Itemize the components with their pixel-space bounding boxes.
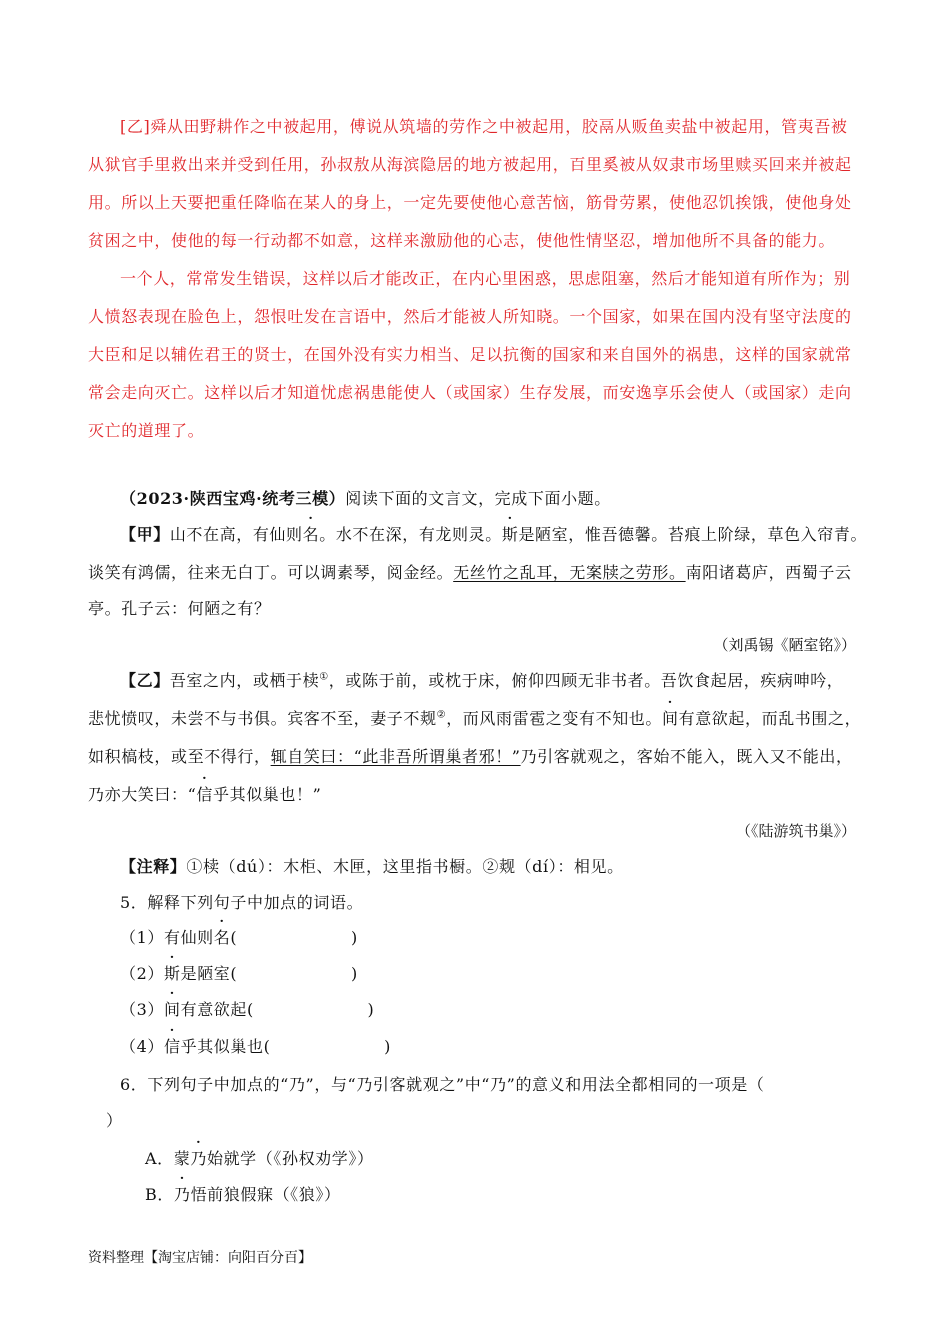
q6-option-b[interactable] <box>145 1184 341 1206</box>
dotted-word: 间 <box>662 709 679 728</box>
dotted-word: 信 <box>196 785 213 804</box>
text: 乃引客就观之，客始不能入，既入又不能出， <box>520 747 853 766</box>
item-number: （2） <box>120 964 164 983</box>
yi-source: （《陆游筑书巢》） <box>735 822 856 840</box>
text: ，而风雨雷雹之变有不知也。 <box>446 709 662 728</box>
underlined-sentence: 无丝竹之乱耳，无案牍之劳形。 <box>453 563 686 582</box>
dotted-word: 名 <box>302 525 320 544</box>
intro-text: 阅读下面的文言文，完成下面小题。 <box>345 489 611 508</box>
text: 吾室之内，或栖于椟 <box>169 671 320 690</box>
item-number: （1） <box>120 928 164 947</box>
translation-line: 一个人，常常发生错误，这样以后才能改正，在内心里困惑，思虑阻塞，然后才能知道有所作为；别 <box>120 269 851 288</box>
dotted-word: 斯 <box>163 964 181 983</box>
text: 乃亦大笑曰：“ <box>88 785 197 804</box>
question-header <box>120 488 611 510</box>
text: 始就学（《孙权劝学》） <box>206 1149 374 1168</box>
q6-option-a[interactable] <box>145 1148 374 1170</box>
dotted-word: 乃 <box>190 1149 207 1168</box>
translation-line: 贫困之中，使他的每一行动都不如意，这样来激励他的心志，使他性情坚忍，增加他所不具备的能力。 <box>88 231 836 250</box>
footnote-mark: ② <box>436 709 447 721</box>
q5-stem: 5．解释下列句子中加点的词语。 <box>120 893 364 912</box>
yi-line-4 <box>88 784 321 806</box>
q6-stem-end: ） <box>106 1111 123 1130</box>
option-label: B． <box>145 1185 174 1204</box>
text: 乎其似巢也！” <box>213 785 322 804</box>
answer-blank[interactable]: ( ) <box>263 1037 392 1056</box>
yi-line-3 <box>88 746 853 768</box>
q5-item <box>120 927 358 949</box>
translation-line: 用。所以上天要把重任降临在某人的身上，一定先要使他心意苦恼，筋骨劳累，使他忍饥挨饿，使他身处 <box>88 193 852 212</box>
dotted-word: 信 <box>163 1037 181 1056</box>
text: ，或陈于前，或枕于床，俯仰四顾无非书者。吾饮食起居，疾病呻吟， <box>328 671 844 690</box>
underlined-sentence: 辄自笑曰：“此非吾所谓巢者邪！” <box>270 747 521 766</box>
dotted-word: 斯 <box>501 525 519 544</box>
jia-line-2 <box>88 562 852 584</box>
translation-line: 从狱官手里救出来并受到任用，孙叔敖从海滨隐居的地方被起用，百里奚被从奴隶市场里赎买回来并被起 <box>88 155 852 174</box>
q5-item <box>120 1036 391 1058</box>
jia-tag: 【甲】 <box>120 525 170 544</box>
text: 悲忧愤叹，未尝不与书俱。宾客不至，妻子不觌 <box>88 709 437 728</box>
dotted-word: 名 <box>213 928 231 947</box>
notes <box>120 856 624 878</box>
notes-text: ①椟（dú）：木柜、木匣，这里指书橱。②觌（dí）：相见。 <box>186 857 624 876</box>
option-label: A． <box>145 1149 174 1168</box>
text: 如积槁枝，或至不得行， <box>88 747 271 766</box>
text: 南阳诸葛庐，西蜀子云 <box>685 563 852 582</box>
jia-line-1 <box>120 524 867 546</box>
footer-text: 资料整理【淘宝店铺：向阳百分百】 <box>88 1250 312 1266</box>
text: 是陋室 <box>180 964 231 983</box>
item-number: （3） <box>120 1000 164 1019</box>
jia-line-3: 亭。孔子云：何陋之有？ <box>88 599 271 618</box>
translation-line: 人愤怒表现在脸色上，怨恨吐发在言语中，然后才能被人所知晓。一个国家，如果在国内没有坚守法度的 <box>88 307 852 326</box>
jia-source: （刘禹锡《陋室铭》） <box>713 636 856 654</box>
text: 悟前狼假寐（《狼》） <box>190 1185 341 1204</box>
translation-line: 灭亡的道理了。 <box>88 421 205 440</box>
translation-line: 常会走向灭亡。这样以后才知道忧虑祸患能使人（或国家）生存发展，而安逸享乐会使人（或国家）走向 <box>88 383 852 402</box>
text: 是陋室，惟吾德馨。苔痕上阶绿，草色入帘青。 <box>518 525 868 544</box>
q6-stem: 6．下列句子中加点的“乃”，与“乃引客就观之”中“乃”的意义和用法全都相同的一项是（ <box>120 1075 765 1094</box>
text: 。水不在深，有龙则灵。 <box>319 525 502 544</box>
item-number: （4） <box>120 1037 164 1056</box>
answer-blank[interactable]: ( ) <box>230 928 358 947</box>
text: 有意欲起 <box>180 1000 247 1019</box>
answer-blank[interactable]: ( ) <box>230 964 358 983</box>
text: 蒙 <box>173 1149 191 1168</box>
text: 有意欲起，而乱书围之， <box>678 709 862 728</box>
text: 有仙则 <box>163 928 214 947</box>
yi-tag: 【乙】 <box>120 671 170 690</box>
q5-item <box>120 963 358 985</box>
notes-tag: 【注释】 <box>120 857 187 876</box>
text: 谈笑有鸿儒，往来无白丁。可以调素琴，阅金经。 <box>88 563 454 582</box>
q5-item <box>120 999 374 1021</box>
yi-line-2 <box>88 708 861 730</box>
dotted-word: 间 <box>163 1000 181 1019</box>
yi-line-1 <box>120 670 843 692</box>
source-tag: （2023·陕西宝鸡·统考三模） <box>120 489 346 508</box>
text: 乎其似巢也 <box>180 1037 264 1056</box>
dotted-word: 乃 <box>173 1185 191 1204</box>
text: 山不在高，有仙则 <box>169 525 303 544</box>
translation-line: [乙]舜从田野耕作之中被起用，傅说从筑墙的劳作之中被起用，胶鬲从贩鱼卖盐中被起用，管夷吾被 <box>120 117 848 136</box>
footnote-mark: ① <box>319 671 329 683</box>
answer-blank[interactable]: ( ) <box>247 1000 375 1019</box>
translation-line: 大臣和足以辅佐君王的贤士，在国外没有实力相当、足以抗衡的国家和来自国外的祸患，这样的国家就常 <box>88 345 852 364</box>
